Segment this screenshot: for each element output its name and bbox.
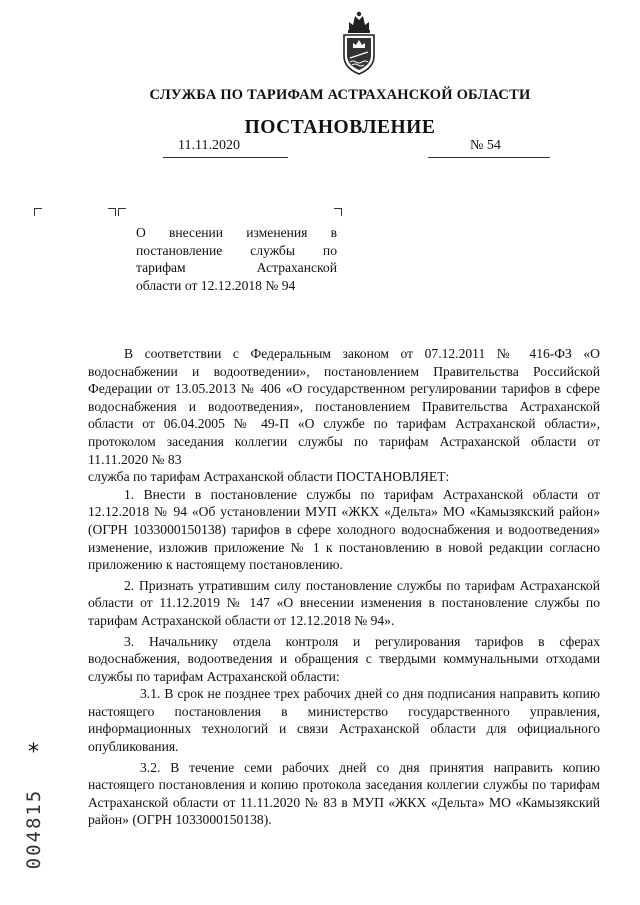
document-date: 11.11.2020 <box>178 138 240 153</box>
item-1-paragraph: 1. Внести в постановление службы по тарифам Астраханской области от 12.12.2018 № 94 «Об установлении МУП «ЖКХ «Дельта» МО «Камызякский район» (ОГРН 1033000150138) тарифов в сфере холодного водоснабжения и водоотведения» изменение, изложив приложение № 1 к постановлению в новой редакции согласно приложению к настоящему постановлению. <box>88 486 600 573</box>
preamble-paragraph: В соответствии с Федеральным законом от 07.12.2011 № 416-ФЗ «О водоснабжении и водоотведении», постановлением Правительства Российской Федерации от 13.05.2013 № 406 «О государственном регулировании тарифов в сфере водоснабжения и водоотведения», постановлением Правительства Астраханской области от 06.04.2005 № 49-П «О службе по тарифам Астраханской области», протоколом заседания коллегии службы по тарифам Астраханской области от 11.11.2020 № 83 <box>88 346 600 467</box>
corner-mark <box>118 208 126 216</box>
subject-line: области от 12.12.2018 № 94 <box>136 277 296 293</box>
subject-line: О внесении изменения в <box>136 225 337 240</box>
registration-stamp <box>14 740 54 870</box>
item-3-2-paragraph: 3.2. В течение семи рабочих дней со дня принятия направить копию настоящего постановления и копию протокола заседания коллегии службы по тарифам Астраханской области от 11.11.2020 № 83 в МУП «ЖКХ «Дельта» МО «Камызякский район» (ОГРН 1033000150138). <box>88 759 600 828</box>
coat-of-arms-icon <box>336 8 382 78</box>
item-3-paragraph: 3. Начальнику отдела контроля и регулирования тарифов в сферах водоснабжения, водоотведения и обращения с твердыми коммунальными отходами службы по тарифам Астраханской области: <box>88 633 600 684</box>
corner-mark <box>108 208 116 216</box>
subject-line: постановление службы по <box>136 242 337 258</box>
registration-number: 004815 <box>23 788 45 870</box>
subject-line: тарифам Астраханской <box>136 260 337 275</box>
number-underline <box>428 157 550 158</box>
date-underline <box>163 157 288 158</box>
document-subject <box>136 224 337 294</box>
item-2-paragraph: 2. Признать утратившим силу постановление службы по тарифам Астраханской области от 11.12.2019 № 147 «О внесении изменения в постановление службы по тарифам Астраханской области от 12.12.2018 № 94». <box>88 577 600 628</box>
document-type: ПОСТАНОВЛЕНИЕ <box>244 117 436 138</box>
document-body <box>88 345 600 829</box>
corner-mark <box>334 208 342 216</box>
document-number: № 54 <box>470 138 501 153</box>
asterisk-icon: * <box>28 740 39 765</box>
agency-name: СЛУЖБА ПО ТАРИФАМ АСТРАХАНСКОЙ ОБЛАСТИ <box>149 87 531 103</box>
item-3-1-paragraph: 3.1. В срок не позднее трех рабочих дней со дня подписания направить копию настоящего постановления в министерство государственного управления, информационных технологий и связи Астраханской области для официального опубликования. <box>88 686 600 755</box>
corner-mark <box>34 208 42 216</box>
decree-line: служба по тарифам Астраханской области ПОСТАНОВЛЯЕТ: <box>88 469 450 485</box>
